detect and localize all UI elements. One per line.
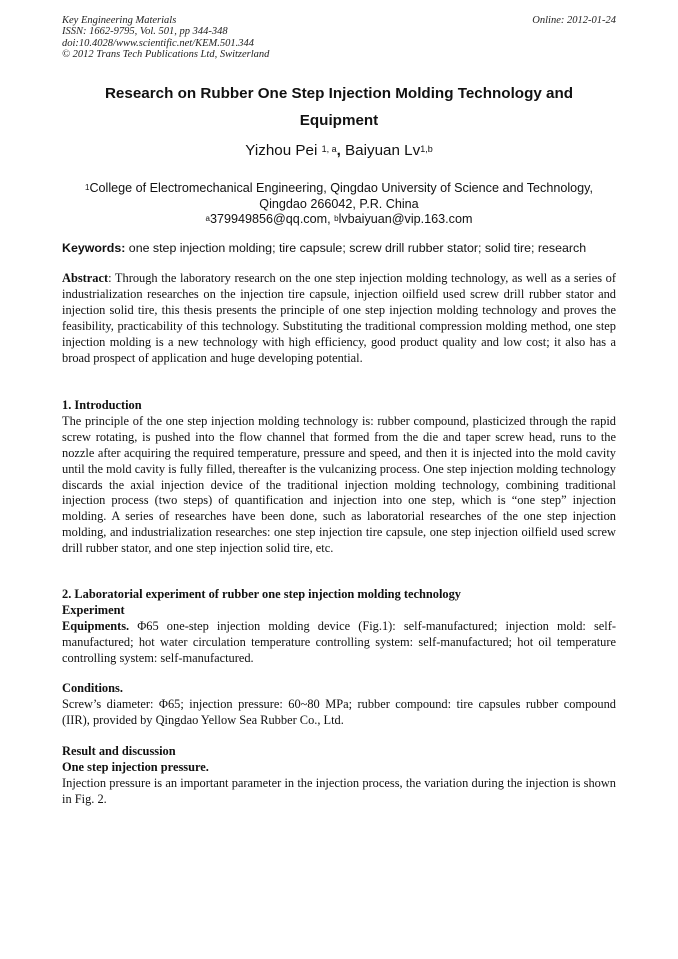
affiliation-text: College of Electromechanical Engineering, Qingdao University of Science and Technology, xyxy=(89,181,594,195)
title-line-1: Research on Rubber One Step Injection Molding Technology and xyxy=(104,85,574,102)
email-a-mark: a xyxy=(205,214,210,224)
injection-pressure-subheading: One step injection pressure. xyxy=(62,759,209,774)
email-line xyxy=(62,212,616,228)
email-b: lvbaiyuan@vip.163.com xyxy=(338,212,473,227)
equipments-paragraph xyxy=(62,619,616,667)
email-b-mark: b xyxy=(334,214,339,224)
author-1: Yizhou Pei xyxy=(245,142,318,159)
introduction-section xyxy=(62,398,616,557)
journal-header xyxy=(62,15,616,60)
conditions-section xyxy=(62,681,616,729)
issn-line: ISSN: 1662-9795, Vol. 501, pp 344-348 xyxy=(62,26,228,38)
affiliation-line-2: Qingdao 266042, P.R. China xyxy=(259,196,419,211)
journal-name: Key Engineering Materials xyxy=(62,15,177,26)
copyright-line: © 2012 Trans Tech Publications Ltd, Switzerland xyxy=(62,48,270,60)
affiliation-mark: 1 xyxy=(84,183,90,192)
keywords-line xyxy=(62,240,616,256)
author-separator: , xyxy=(336,142,341,159)
abstract-section xyxy=(62,271,616,366)
equipments-text: Φ65 one-step injection molding device (Fig.1): self-manufactured; injection mold: self-manufactured; hot water circulation temperature controlling system: self-manufactured; hot oil temperature controlling system: self-manufactured. xyxy=(62,618,616,665)
title-line-2: Equipment xyxy=(299,112,379,129)
section-2-heading: 2. Laboratorial experiment of rubber one step injection molding technology xyxy=(62,587,461,601)
doi-line: doi:10.4028/www.scientific.net/KEM.501.344 xyxy=(62,37,254,49)
paper-title xyxy=(62,80,616,134)
experiment-subheading: Experiment xyxy=(62,602,125,617)
conditions-heading: Conditions. xyxy=(62,681,123,695)
author-1-affiliation-mark: 1, a xyxy=(321,144,337,154)
affiliation-line-1 xyxy=(62,181,616,197)
abstract-paragraph xyxy=(62,271,616,366)
online-date: Online: 2012-01-24 xyxy=(532,15,616,26)
keywords-label: Keywords: xyxy=(62,241,126,255)
results-paragraph: Injection pressure is an important parameter in the injection process, the variation during the injection is shown in Fig. 2. xyxy=(62,775,616,806)
author-2-affiliation-mark: 1,b xyxy=(420,144,433,154)
introduction-paragraph: The principle of the one step injection molding technology is: rubber compound, plasticized through the rapid screw rotating, is pushed into the flow channel that formed from the die and taper screw head, runs to the nozzle after acquiring the required temperature, pressure and speed, and then it is injected into the mold cavity until the mold cavity is fully filled, thereafter is the vulcanizing process. One step injection molding technology discards the axial injection device of the traditional injection molding technology, combining traditional injection process (two steps) of quantification and injection into one step, which is “one step” injection molding. A series of researches have been done, such as laboratorial researches of the one step injection molding, and industrialization researches: one step injection tire capsule, one step injection oilfield used screw drill rubber stator, and one step injection solid tire, etc. xyxy=(62,413,616,556)
equipments-label: Equipments. xyxy=(62,618,130,633)
abstract-label: Abstract xyxy=(62,271,109,285)
keywords-text: one step injection molding; tire capsule; screw drill rubber stator; solid tire; research xyxy=(125,241,587,255)
affiliation-block xyxy=(62,181,616,228)
section-2 xyxy=(62,587,616,667)
introduction-heading: 1. Introduction xyxy=(62,398,142,412)
results-section xyxy=(62,744,616,808)
results-heading: Result and discussion xyxy=(62,744,176,758)
abstract-text: : Through the laboratory research on the one step injection molding technology, as well as a series of industrialization researches on the injection tire capsule, injection oilfield used screw drill rubber stator and injection solid tire, this thesis presents the principle of one step injection molding technology and proves the feasibility, practicability of this technology. Substituting the traditional compression molding method, one step injection molding is a new technology with high efficiency, good product quality and low cost; it also has a broad prospect of application and huge developing potential. xyxy=(62,271,616,365)
author-list xyxy=(62,141,616,161)
email-a: 379949856@qq.com, xyxy=(209,212,335,227)
conditions-paragraph: Screw’s diameter: Φ65; injection pressure: 60~80 MPa; rubber compound: tire capsules rubber compound (IIR), provided by Qingdao Yellow Sea Rubber Co., Ltd. xyxy=(62,696,616,727)
author-2: Baiyuan Lv xyxy=(345,142,421,159)
